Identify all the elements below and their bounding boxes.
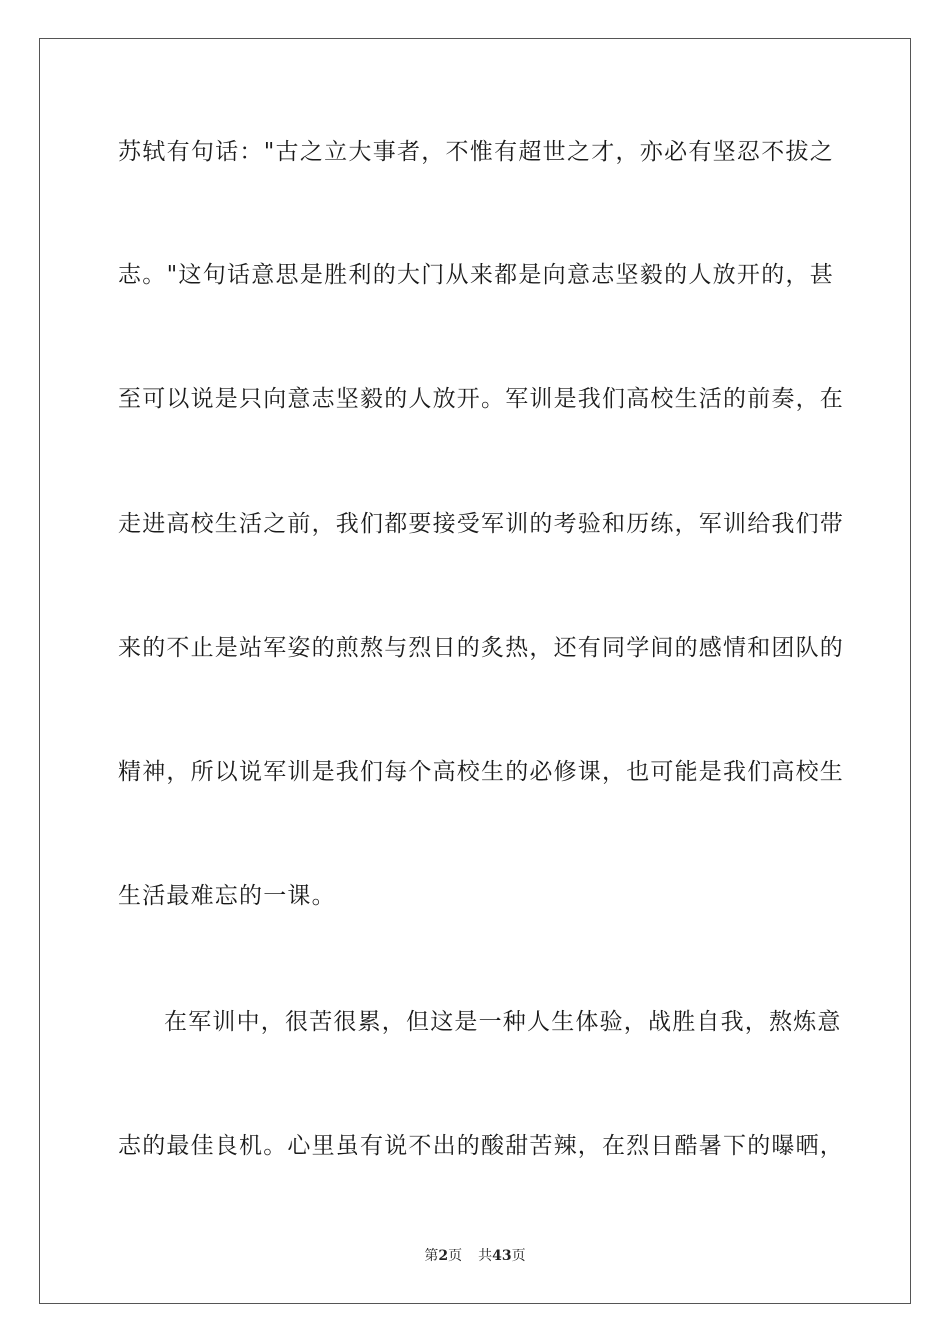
text-line-3: 至可以说是只向意志坚毅的人放开。军训是我们高校生活的前奏，在 — [118, 386, 844, 412]
text-line-2: 志。"这句话意思是胜利的大门从来都是向意志坚毅的人放开的，甚 — [118, 262, 834, 288]
text-line-1: 苏轼有句话："古之立大事者，不惟有超世之才，亦必有坚忍不拔之 — [118, 139, 834, 165]
text-line-5: 来的不止是站军姿的煎熬与烈日的炙热，还有同学间的感情和团队的 — [118, 635, 844, 661]
footer-total-suffix: 页 — [511, 1248, 526, 1264]
page-border — [39, 38, 911, 1304]
text-line-9: 志的最佳良机。心里虽有说不出的酸甜苦辣，在烈日酷暑下的曝晒， — [118, 1133, 844, 1159]
text-line-7: 生活最难忘的一课。 — [118, 883, 336, 909]
page-footer — [0, 1247, 950, 1265]
footer-page-suffix: 页 — [448, 1248, 463, 1264]
footer-page-prefix: 第 — [424, 1248, 439, 1264]
footer-total-pages: 43 — [492, 1248, 512, 1264]
footer-page-number: 2 — [438, 1248, 449, 1264]
text-line-6: 精神，所以说军训是我们每个高校生的必修课，也可能是我们高校生 — [118, 759, 844, 785]
footer-total-prefix: 共 — [478, 1248, 493, 1264]
text-line-8: 在军训中，很苦很累，但这是一种人生体验，战胜自我，熬炼意 — [164, 1009, 842, 1035]
text-line-4: 走进高校生活之前，我们都要接受军训的考验和历练，军训给我们带 — [118, 511, 844, 537]
